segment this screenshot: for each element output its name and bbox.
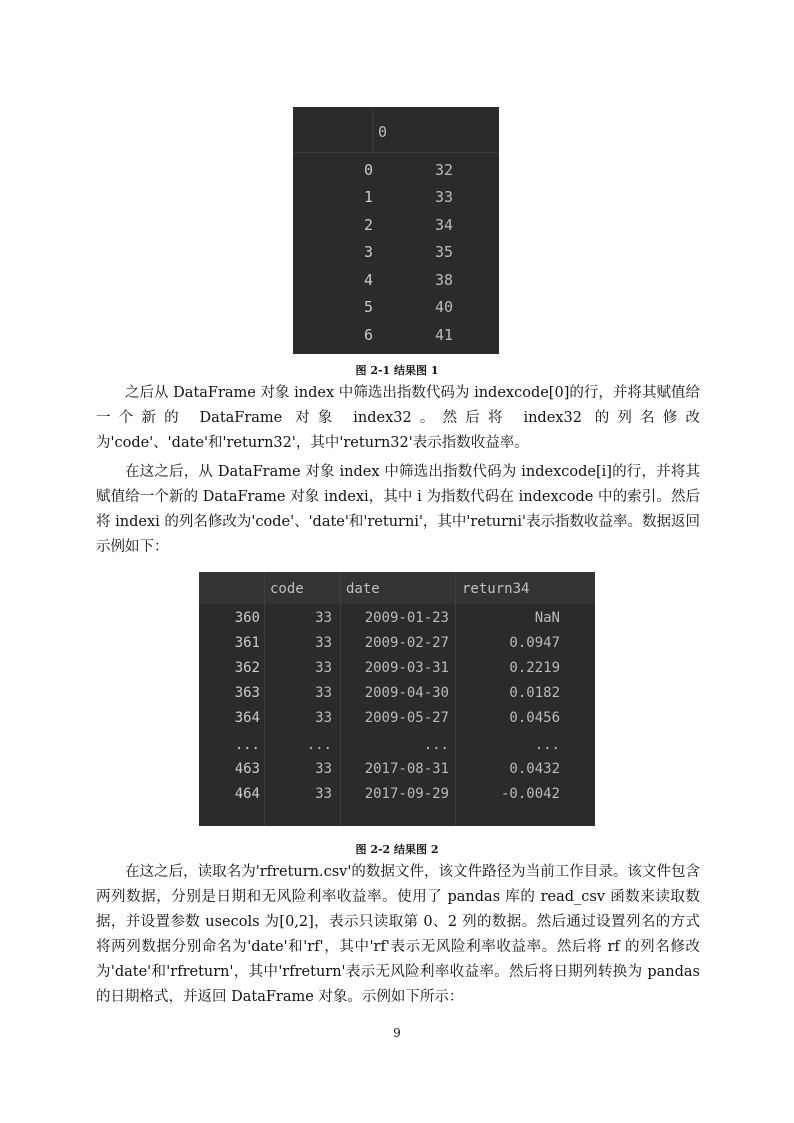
- cell-return: 0.0432: [509, 761, 560, 777]
- dataframe-header: [199, 572, 595, 604]
- cell-return: 0.0456: [509, 710, 560, 726]
- table-row: [199, 631, 595, 656]
- table-row: [199, 706, 595, 731]
- cell-return: 0.0947: [509, 635, 560, 651]
- row-value: 33: [434, 188, 453, 206]
- table-row: [293, 107, 499, 134]
- cell-code: 33: [315, 710, 332, 726]
- cell-date: 2017-08-31: [364, 761, 449, 777]
- table-row: [199, 656, 595, 681]
- table-row: [199, 681, 595, 706]
- cell-date: ...: [423, 737, 449, 753]
- dataframe-output-1: [293, 107, 499, 354]
- row-index: 364: [234, 710, 260, 726]
- cell-date: 2009-01-23: [364, 610, 449, 626]
- row-index: 361: [234, 635, 260, 651]
- table-row: [199, 782, 595, 807]
- column-header: 0: [378, 123, 388, 141]
- row-value: 32: [434, 161, 453, 179]
- row-index: 463: [234, 761, 260, 777]
- row-index: 1: [363, 188, 373, 206]
- row-index: 5: [363, 298, 373, 316]
- row-index: 363: [234, 685, 260, 701]
- body-paragraph: 在这之后，读取名为'rfreturn.csv'的数据文件，该文件路径为当前工作目录。该文件包含两列数据，分别是日期和无风险利率收益率。使用了 pandas 库的 read_csv 函数来读取数据，并设置参数 usecols 为[0,2]，表示只读取第 0、2 列的数据。然后通过设置列名的方式将两列数据分别命名为'date'和'rf'，其中'rf'表示无风险利率收益率。然后将 rf 的列名修改为'date'和'rfreturn'，其中'rfreturn'表示无风险利率收益率。然后将日期列转换为 pandas 的日期格式，并返回 DataFrame 对象。示例如下所示：: [96, 864, 700, 1005]
- cell-code: 33: [315, 786, 332, 802]
- dataframe-output-2: [199, 572, 595, 826]
- row-index: ...: [234, 737, 260, 753]
- cell-date: 2017-09-29: [364, 786, 449, 802]
- row-index: 2: [363, 216, 373, 234]
- row-value: 38: [434, 271, 453, 289]
- cell-date: 2009-05-27: [364, 710, 449, 726]
- cell-return: 0.0182: [509, 685, 560, 701]
- cell-code: 33: [315, 761, 332, 777]
- table-row: [199, 606, 595, 631]
- body-paragraph: 在这之后，从 DataFrame 对象 index 中筛选出指数代码为 indexcode[i]的行，并将其赋值给一个新的 DataFrame 对象 indexi，其中 i 为指数代码在 indexcode 中的索引。然后将 indexi 的列名修改为'code'、'date'和'returni'，其中'returni'表示指数收益率。数据返回示例如下：: [96, 464, 700, 555]
- table-row: [293, 293, 499, 320]
- body-paragraph: 之后从 DataFrame 对象 index 中筛选出指数代码为 indexcode[0]的行，并将其赋值给一个新的 DataFrame 对象 index32。然后将 index32 的列名修改为'code'、'date'和'return32'，其中'return32'表示指数收益率。: [96, 385, 700, 451]
- cell-date: 2009-04-30: [364, 685, 449, 701]
- cell-return: NaN: [534, 610, 560, 626]
- column-header-return: return34: [462, 581, 530, 597]
- cell-code: 33: [315, 635, 332, 651]
- figure-caption: 图 2-1 结果图 1: [355, 364, 439, 377]
- row-index: 0: [363, 161, 373, 179]
- row-index: 360: [234, 610, 260, 626]
- column-header-code: code: [270, 581, 304, 597]
- table-row: [199, 733, 595, 758]
- table-row-clipped: [199, 809, 595, 826]
- table-row: [293, 321, 499, 348]
- cell-code: ...: [306, 737, 332, 753]
- row-index: 4: [363, 271, 373, 289]
- table-row: [293, 156, 499, 183]
- table-row: [199, 757, 595, 782]
- table-row: [293, 211, 499, 238]
- row-index: 6: [363, 326, 373, 344]
- cell-return: ...: [534, 737, 560, 753]
- cell-date: 2009-03-31: [364, 660, 449, 676]
- table-row: [293, 238, 499, 265]
- row-index: 3: [363, 243, 373, 261]
- row-value: 41: [434, 326, 453, 344]
- figure-caption: 图 2-2 结果图 2: [355, 843, 439, 856]
- column-header-date: date: [346, 581, 380, 597]
- cell-code: 33: [315, 660, 332, 676]
- row-value: 40: [434, 298, 453, 316]
- row-index: 362: [234, 660, 260, 676]
- row-value: 34: [434, 216, 453, 234]
- row-index: 464: [234, 786, 260, 802]
- table-row: [293, 266, 499, 293]
- table-row: [293, 183, 499, 210]
- cell-code: 33: [315, 685, 332, 701]
- row-value: 35: [434, 243, 453, 261]
- cell-return: 0.2219: [509, 660, 560, 676]
- page-number: 9: [393, 1026, 401, 1040]
- cell-date: 2009-02-27: [364, 635, 449, 651]
- cell-return: -0.0042: [500, 786, 560, 802]
- cell-code: 33: [315, 610, 332, 626]
